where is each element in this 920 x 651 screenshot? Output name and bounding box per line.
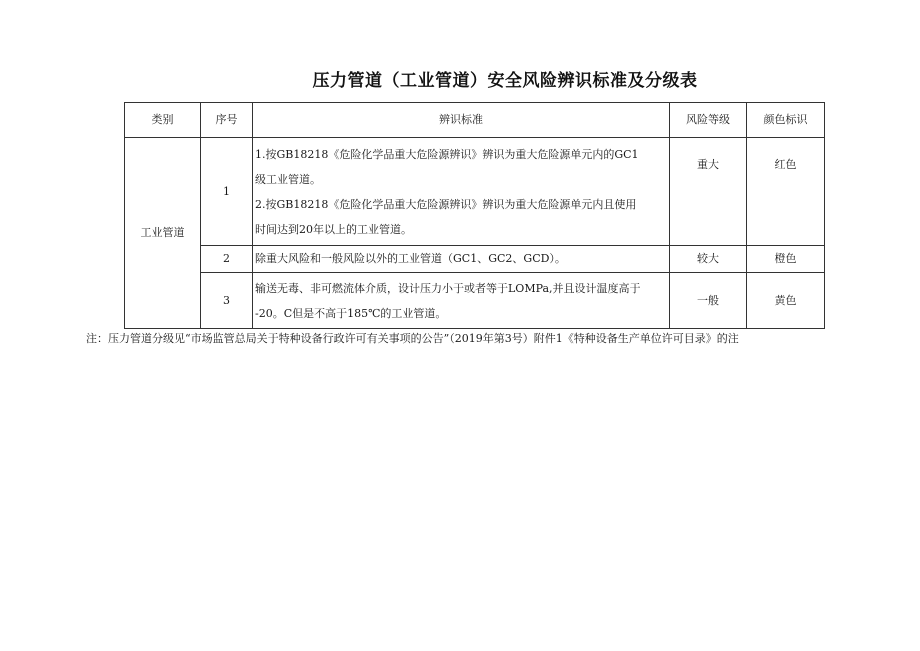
table-row — [125, 138, 825, 246]
category-cell: 工业管道 — [125, 138, 201, 329]
criteria-cell — [253, 246, 670, 273]
header-risk-level: 风险等级 — [670, 103, 747, 138]
document-title: 压力管道（工业管道）安全风险辨识标准及分级表 — [312, 71, 698, 91]
table-header-row — [125, 103, 825, 138]
risk-classification-table — [124, 102, 825, 329]
criteria-line: 2.按GB18218《危险化学品重大危险源辨识》辨识为重大危险源单元内且使用 — [255, 197, 637, 211]
header-number: 序号 — [201, 103, 253, 138]
risk-level: 重大 — [670, 138, 747, 246]
header-category: 类别 — [125, 103, 201, 138]
criteria-line: -20。C但是不高于185℃的工业管道。 — [255, 306, 447, 320]
risk-level: 一般 — [670, 273, 747, 329]
footnote: 注：压力管道分级见“市场监管总局关于特种设备行政许可有关事项的公告”（2019年第3号）附件1《特种设备生产单位许可目录》的注 — [86, 332, 739, 345]
header-criteria: 辨识标准 — [253, 103, 670, 138]
row-number: 1 — [201, 138, 253, 246]
criteria-line: 1.按GB18218《危险化学品重大危险源辨识》辨识为重大危险源单元内的GC1 — [255, 147, 639, 161]
criteria-cell — [253, 273, 670, 329]
header-color-label: 颜色标识 — [747, 103, 825, 138]
color-label: 橙色 — [747, 246, 825, 273]
risk-level: 较大 — [670, 246, 747, 273]
criteria-line: 时间达到20年以上的工业管道。 — [255, 222, 412, 236]
row-number: 2 — [201, 246, 253, 273]
table-row — [125, 246, 825, 273]
color-label: 黄色 — [747, 273, 825, 329]
table-row — [125, 273, 825, 329]
color-label: 红色 — [747, 138, 825, 246]
criteria-line: 级工业管道。 — [255, 172, 321, 186]
criteria-line: 输送无毒、非可燃流体介质，设计压力小于或者等于LOMPa,并且设计温度高于 — [255, 281, 641, 295]
criteria-line: 除重大风险和一般风险以外的工业管道（GC1、GC2、GCD）。 — [255, 252, 566, 265]
criteria-cell — [253, 138, 670, 246]
row-number: 3 — [201, 273, 253, 329]
